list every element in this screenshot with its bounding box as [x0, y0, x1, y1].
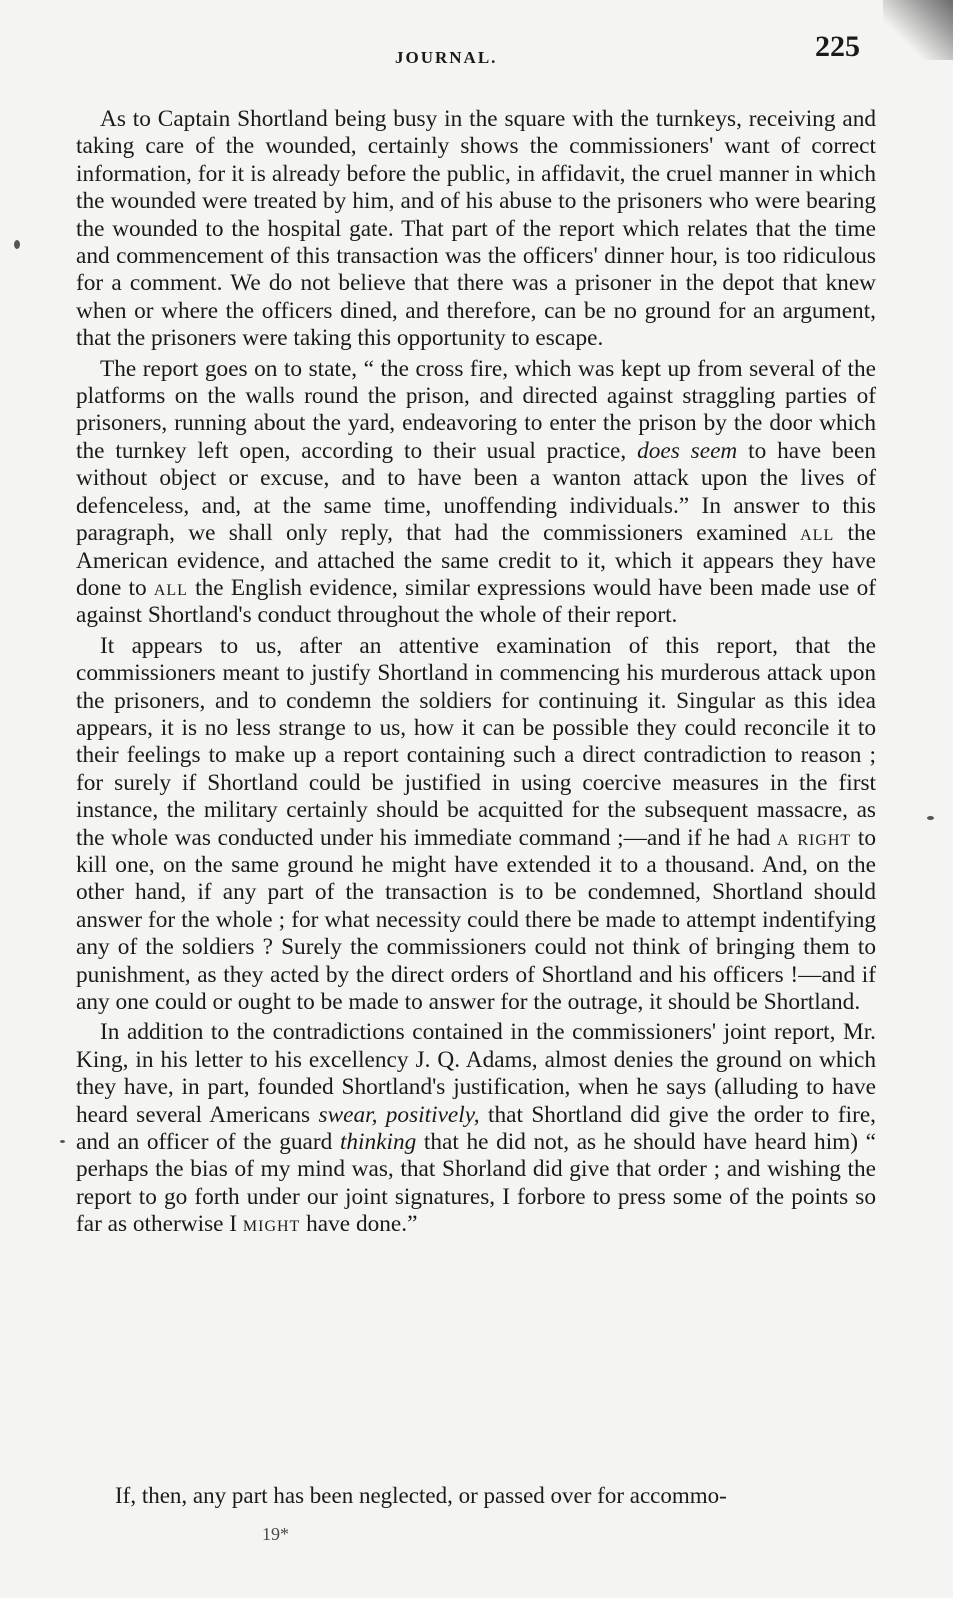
- text-run: to have been without object or excuse, and to have been a wanton attack upon the lives of defenceless, and, at the same time, unoffending individuals.” In answer to this paragraph, we shall only reply, that had the commissioners examined: [76, 437, 876, 547]
- small-caps-text: all: [800, 520, 835, 547]
- body-text: [76, 106, 876, 1239]
- text-run: the American evidence, and attached the same credit to it, which it appears they have done to: [76, 520, 876, 601]
- small-caps-text: might: [242, 1211, 301, 1238]
- italic-text: thinking: [339, 1129, 417, 1156]
- running-head: JOURNAL.: [395, 48, 498, 67]
- text-run: that Shortland did give the order to fire, and an officer of the guard: [76, 1101, 876, 1156]
- page-number: 225: [815, 30, 860, 63]
- margin-speck: [14, 240, 20, 249]
- paragraph: [76, 1019, 876, 1238]
- text-run: have done.”: [300, 1211, 418, 1238]
- text-run: The report goes on to state, “ the cross fire, which was kept up from several of the platforms on the walls round the prison, and directed against straggling parties of prisoners, running about the yard, endeavoring to enter the prison by the door which the turnkey left open, according to their usual practice,: [76, 355, 876, 464]
- italic-text: does seem: [637, 437, 738, 464]
- signature-mark: 19*: [262, 1524, 289, 1544]
- margin-speck: [60, 1140, 65, 1143]
- text-run: the English evidence, similar expressions would have been made use of against Shortland's conduct throughout the whole of their report.: [76, 574, 876, 629]
- text-run: As to Captain Shortland being busy in the square with the turnkeys, receiving and taking care of the wounded, certainly shows the commissioners' want of correct information, for it is already before the public, in affidavit, the cruel manner in which the wounded were treated by him, and of his abuse to the prisoners who were bearing the wounded to the hospital gate. That part of the report which relates that the time and commencement of this transaction was the officers' dinner hour, is too ridiculous for a comment. We do not believe that there was a prisoner in the depot that knew when or where the officers dined, and therefore, can be no ground for an argument, that the prisoners were taking this opportunity to escape.: [76, 106, 876, 352]
- paragraph: [76, 633, 876, 1017]
- italic-text: swear, positively,: [318, 1101, 480, 1128]
- margin-speck: [927, 816, 934, 820]
- text-run: It appears to us, after an attentive examination of this report, that the commissioners meant to justify Shortland in commencing his murderous attack upon the prisoners, and to condemn the soldiers for continuing it. Singular as this idea appears, it is no less strange to us, how it can be possible they could reconcile it to their feelings to make up a report containing such a direct contradiction to reason ; for surely if Shortland could be justified in using coercive measures in the first instance, the military certainly should be acquitted for the subsequent massacre, as the whole was conducted under his immediate command ;—and if he had: [76, 632, 876, 851]
- text-run: to kill one, on the same ground he might have extended it to a thousand. And, on the other hand, if any part of the transaction is to be condemned, Shortland should answer for the whole ; for what necessity could there be made to attempt indentifying any of the soldiers ? Surely the commissioners could not think of bringing them to punishment, as they acted by the direct orders of Shortland and his officers !—and if any one could or ought to be made to answer for the outrage, it should be Shortland.: [76, 824, 876, 1015]
- text-run: In addition to the contradictions contained in the commissioners' joint report, Mr. King, in his letter to his excellency J. Q. Adams, almost denies the ground on which they have, in part, founded Shortland's justification, when he says (alluding to have heard several Americans: [76, 1019, 876, 1128]
- page-corner-shadow: [883, 0, 953, 60]
- continuation-line: If, then, any part has been neglected, or passed over for accommo-: [115, 1483, 727, 1508]
- text-run: that he did not, as he should have heard him) “ perhaps the bias of my mind was, that Shorland did give that order ; and wishing the report to go forth under our joint signatures, I forbore to press some of the points so far as otherwise I: [76, 1129, 877, 1238]
- small-caps-text: a right: [777, 824, 852, 851]
- paragraph: [76, 356, 876, 630]
- small-caps-text: all: [153, 574, 188, 601]
- paragraph: [76, 106, 876, 353]
